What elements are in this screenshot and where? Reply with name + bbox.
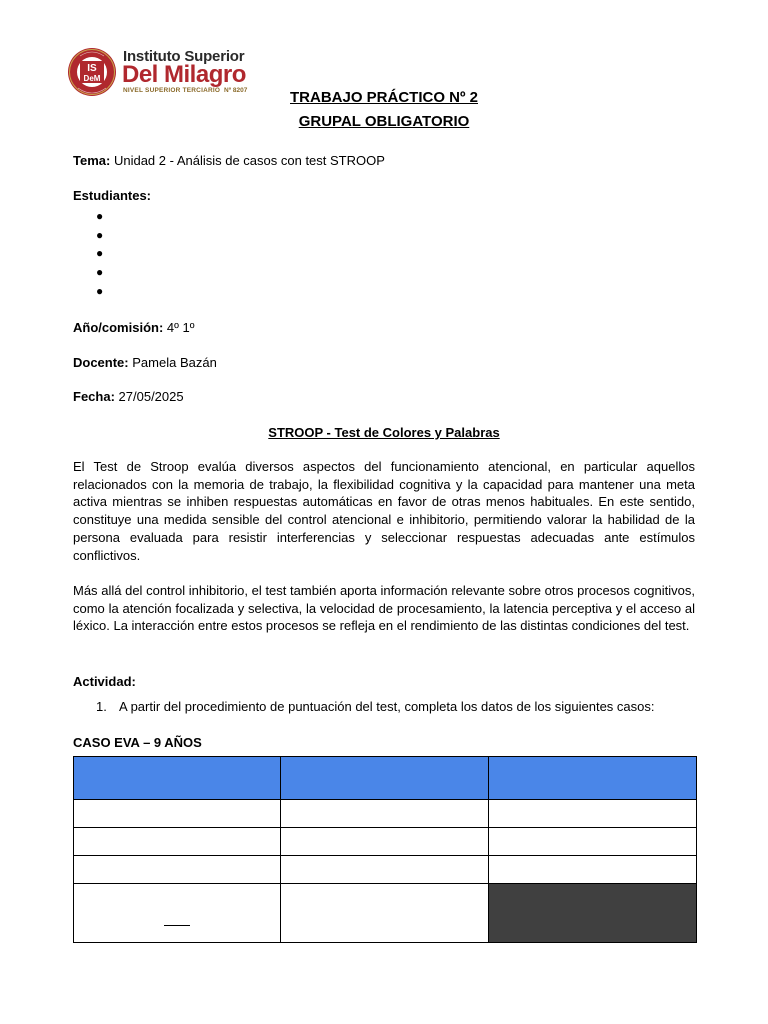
table-cell[interactable] bbox=[489, 800, 697, 828]
table-row bbox=[74, 856, 697, 884]
table-cell[interactable] bbox=[281, 828, 489, 856]
table-row bbox=[74, 884, 697, 943]
logo-initials-bottom: DeM bbox=[83, 74, 101, 83]
table-cell[interactable] bbox=[489, 828, 697, 856]
table-cell[interactable] bbox=[489, 856, 697, 884]
estudiantes-label: Estudiantes: bbox=[73, 188, 152, 203]
logo-initials-top: IS bbox=[87, 63, 97, 74]
logo-subtitle: NIVEL SUPERIOR TERCIARIO bbox=[123, 87, 221, 94]
case-table bbox=[73, 756, 697, 943]
blank-line bbox=[164, 925, 190, 926]
table-row bbox=[74, 828, 697, 856]
fecha-value: 27/05/2025 bbox=[118, 389, 184, 404]
table-cell[interactable] bbox=[74, 856, 281, 884]
docente-value: Pamela Bazán bbox=[132, 355, 217, 370]
table-cell[interactable] bbox=[281, 800, 489, 828]
table-cell[interactable] bbox=[74, 828, 281, 856]
logo-number: Nº 8207 bbox=[224, 87, 248, 94]
activity-item bbox=[96, 699, 654, 714]
activity-item-text: A partir del procedimiento de puntuación del test, completa los datos de los siguientes casos: bbox=[119, 699, 655, 714]
table-cell[interactable] bbox=[281, 856, 489, 884]
table-cell[interactable] bbox=[74, 884, 281, 943]
paragraph-intro: El Test de Stroop evalúa diversos aspectos del funcionamiento atencional, en particular aquellos relacionados con la memoria de trabajo, la flexibilidad cognitiva y la capacidad para mantener una meta activa mientras se inhiben respuestas automáticas en favor de otras menos habituales. En este sentido, constituye una medida sensible del control atencional e inhibitorio, permitiendo valorar la habilidad de la persona evaluada para resistir interferencias y seleccionar respuestas adecuadas ante estímulos conflictivos. bbox=[73, 459, 695, 563]
tema-line bbox=[73, 153, 385, 168]
logo-name: Del Milagro bbox=[122, 61, 246, 88]
case-title: CASO EVA – 9 AÑOS bbox=[73, 735, 202, 750]
fecha-label: Fecha: bbox=[73, 389, 115, 404]
tema-label: Tema: bbox=[73, 153, 111, 168]
tema-value: Unidad 2 - Análisis de casos con test STROOP bbox=[113, 153, 385, 168]
table-header-cell bbox=[74, 757, 281, 800]
anio-value: 4º 1º bbox=[166, 320, 195, 335]
table-header-cell bbox=[489, 757, 697, 800]
student-bullet: ● bbox=[96, 265, 104, 279]
table-cell-shaded bbox=[489, 884, 697, 943]
docente-label: Docente: bbox=[73, 355, 129, 370]
paragraph-processes: Más allá del control inhibitorio, el test también aporta información relevante sobre otros procesos cognitivos, como la atención focalizada y selectiva, la velocidad de procesamiento, la latencia perceptiva y el acceso al léxico. La interacción entre estos procesos se refleja en el rendimiento de las distintas condiciones del test. bbox=[73, 583, 695, 634]
activity-item-number: 1. bbox=[96, 699, 107, 714]
student-bullet: ● bbox=[96, 228, 104, 242]
table-cell[interactable] bbox=[74, 800, 281, 828]
table-header-cell bbox=[281, 757, 489, 800]
docente-line bbox=[73, 355, 217, 370]
table-header-row bbox=[74, 757, 697, 800]
section-heading: STROOP - Test de Colores y Palabras bbox=[268, 425, 500, 440]
student-bullet: ● bbox=[96, 284, 104, 298]
student-bullet: ● bbox=[96, 246, 104, 260]
student-bullet: ● bbox=[96, 209, 104, 223]
table-cell[interactable] bbox=[281, 884, 489, 943]
document-subtitle: GRUPAL OBLIGATORIO bbox=[298, 113, 470, 130]
logo-title: Instituto Superior bbox=[123, 48, 245, 65]
table-row bbox=[74, 800, 697, 828]
fecha-line bbox=[73, 389, 184, 404]
document-title: TRABAJO PRÁCTICO Nº 2 bbox=[290, 89, 478, 106]
activity-label: Actividad: bbox=[73, 674, 136, 689]
anio-line bbox=[73, 320, 194, 335]
anio-label: Año/comisión: bbox=[73, 320, 164, 335]
